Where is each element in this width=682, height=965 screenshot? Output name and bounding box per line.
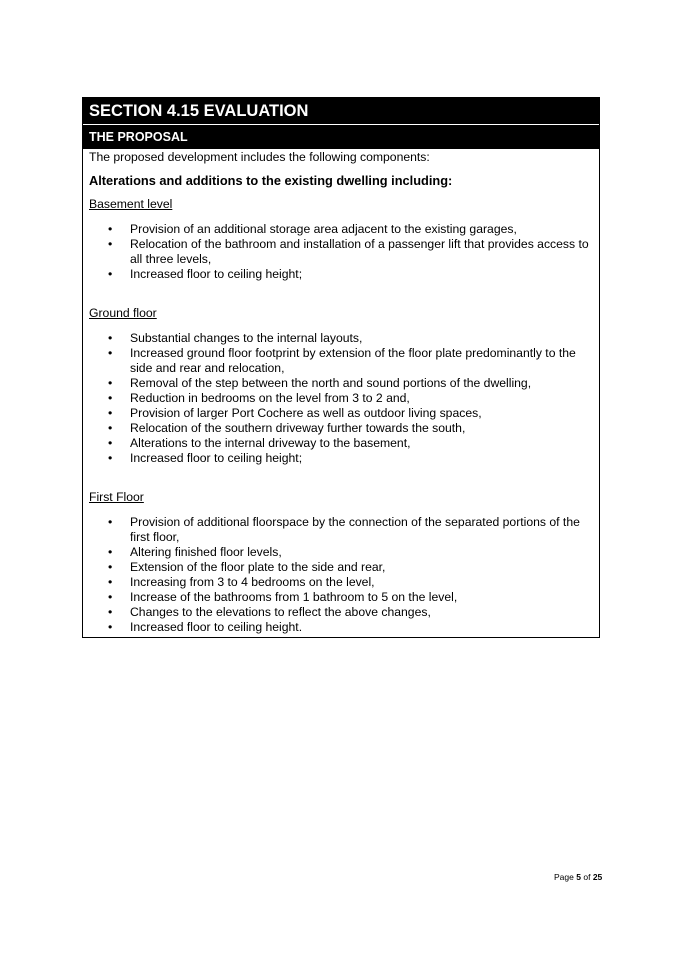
list-item-text: Relocation of the bathroom and installation of a passenger lift that provides access to all three levels, [130, 237, 589, 266]
basement-list [89, 222, 595, 282]
list-item-text: Altering finished floor levels, [130, 545, 282, 559]
list-item [108, 376, 595, 391]
list-item-text: Reduction in bedrooms on the level from 3 to 2 and, [130, 391, 410, 405]
list-item-text: Increased floor to ceiling height. [130, 620, 303, 634]
bullet-icon: • [108, 620, 113, 634]
list-item-text: Changes to the elevations to reflect the above changes, [130, 605, 431, 619]
bullet-icon: • [108, 515, 113, 529]
page-label: Page [554, 872, 574, 882]
list-item [108, 222, 595, 237]
evaluation-table [82, 97, 600, 638]
list-item [108, 237, 595, 267]
section-title: SECTION 4.15 EVALUATION [83, 98, 599, 125]
bullet-icon: • [108, 421, 113, 435]
list-item [108, 391, 595, 406]
list-item [108, 331, 595, 346]
bullet-icon: • [108, 237, 113, 251]
ground-floor-list [89, 331, 595, 466]
bullet-icon: • [108, 391, 113, 405]
bullet-icon: • [108, 267, 113, 281]
list-item-text: Provision of an additional storage area adjacent to the existing garages, [130, 222, 517, 236]
list-item [108, 436, 595, 451]
basement-heading: Basement level [89, 197, 173, 211]
list-item [108, 406, 595, 421]
ground-floor-heading: Ground floor [89, 306, 157, 320]
list-item [108, 560, 595, 575]
list-item [108, 421, 595, 436]
list-item-text: Provision of larger Port Cochere as well as outdoor living spaces, [130, 406, 482, 420]
bullet-icon: • [108, 451, 113, 465]
list-item-text: Relocation of the southern driveway further towards the south, [130, 421, 466, 435]
bullet-icon: • [108, 331, 113, 345]
list-item-text: Removal of the step between the north and sound portions of the dwelling, [130, 376, 532, 390]
list-item [108, 590, 595, 605]
list-item-text: Increased floor to ceiling height; [130, 267, 303, 281]
list-item [108, 451, 595, 466]
bullet-icon: • [108, 575, 113, 589]
bullet-icon: • [108, 346, 113, 360]
list-item-text: Extension of the floor plate to the side and rear, [130, 560, 386, 574]
list-item [108, 346, 595, 376]
alterations-heading: Alterations and additions to the existing dwelling including: [89, 173, 453, 188]
intro-text: The proposed development includes the following components: [89, 150, 430, 164]
page-total: 25 [592, 872, 603, 882]
bullet-icon: • [108, 545, 113, 559]
list-item [108, 575, 595, 590]
list-item [108, 605, 595, 620]
proposal-title: THE PROPOSAL [83, 125, 599, 149]
page-current: 5 [576, 872, 581, 882]
list-item-text: Substantial changes to the internal layouts, [130, 331, 363, 345]
list-item-text: Increased floor to ceiling height; [130, 451, 303, 465]
list-item [108, 267, 595, 282]
list-item-text: Provision of additional floorspace by the connection of the separated portions of the first floor, [130, 515, 580, 544]
list-item-text: Alterations to the internal driveway to the basement, [130, 436, 411, 450]
bullet-icon: • [108, 560, 113, 574]
list-item [108, 515, 595, 545]
of-label: of [583, 872, 591, 882]
bullet-icon: • [108, 406, 113, 420]
bullet-icon: • [108, 222, 113, 236]
proposal-content [83, 149, 599, 635]
list-item-text: Increase of the bathrooms from 1 bathroom to 5 on the level, [130, 590, 458, 604]
first-floor-list [89, 515, 595, 635]
bullet-icon: • [108, 605, 113, 619]
bullet-icon: • [108, 436, 113, 450]
page-number [554, 872, 602, 882]
bullet-icon: • [108, 376, 113, 390]
list-item-text: Increasing from 3 to 4 bedrooms on the level, [130, 575, 375, 589]
list-item [108, 545, 595, 560]
bullet-icon: • [108, 590, 113, 604]
first-floor-heading: First Floor [89, 490, 144, 504]
list-item [108, 620, 595, 635]
list-item-text: Increased ground floor footprint by extension of the floor plate predominantly to the side and rear and relocation, [130, 346, 576, 375]
